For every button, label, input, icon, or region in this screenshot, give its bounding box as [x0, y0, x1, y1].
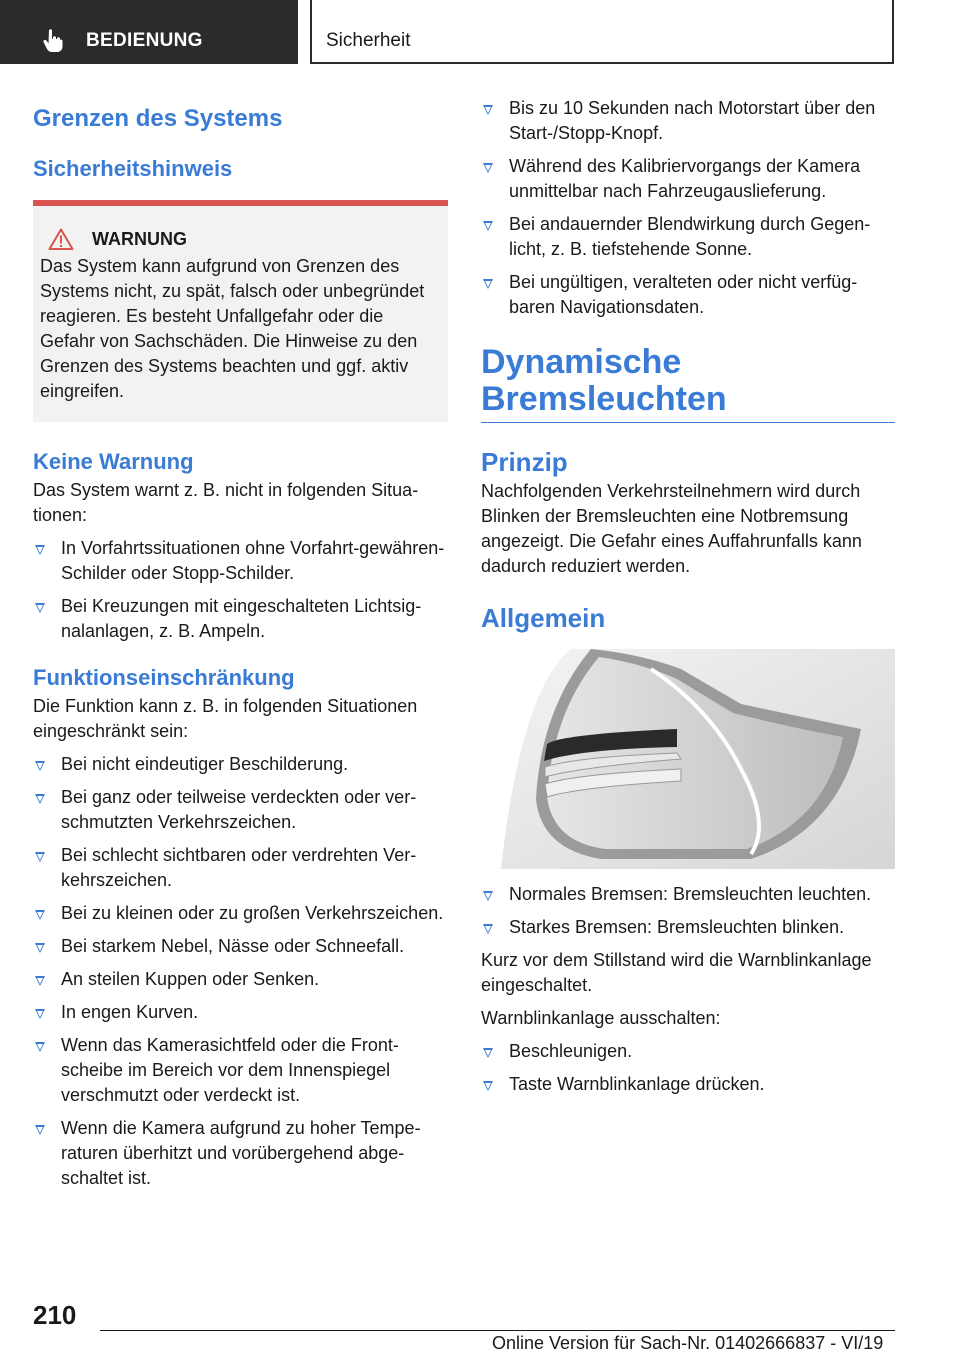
- principle-text: Nachfolgenden Verkehrsteilnehmern wird durch Blinken der Bremsleuchten eine Notbremsung angezeigt. Die Gefahr eines Auffahrunfalls kann dadurch reduziert werden.: [481, 481, 862, 576]
- topic-tab: [310, 0, 894, 64]
- limitation-list: [33, 752, 448, 1191]
- warning-triangle-icon: [48, 228, 74, 250]
- bullet-triangle-icon: [483, 1048, 493, 1058]
- hazard-off-list: [481, 1039, 895, 1097]
- list-item: Wenn die Kamera aufgrund zu hoher Temperaturen überhitzt und vorübergehend abgeschaltet ist.: [33, 1116, 448, 1191]
- section-title: Grenzen des Systems: [33, 105, 283, 132]
- bullet-triangle-icon: [483, 221, 493, 231]
- list-item: Bei zu kleinen oder zu großen Verkehrszeichen.: [33, 901, 448, 926]
- chapter-title: Dynamische Bremsleuchten: [481, 344, 895, 423]
- list-item: Bei starkem Nebel, Nässe oder Schneefall.: [33, 934, 448, 959]
- left-column: [33, 100, 448, 1191]
- list-item: Bei andauernder Blendwirkung durch Gegenlicht, z. B. tiefstehende Sonne.: [481, 212, 895, 262]
- bullet-triangle-icon: [483, 1081, 493, 1091]
- list-item: Beschleunigen.: [481, 1039, 895, 1064]
- bullet-triangle-icon: [35, 545, 45, 555]
- section-tab: [0, 0, 298, 64]
- principle-heading: Prinzip: [481, 447, 568, 477]
- list-item: Bis zu 10 Sekunden nach Motorstart über den Start-/Stopp-Knopf.: [481, 96, 895, 146]
- list-item: Normales Bremsen: Bremsleuchten leuchten.: [481, 882, 895, 907]
- bullet-triangle-icon: [483, 163, 493, 173]
- bullet-triangle-icon: [35, 603, 45, 613]
- limitation-intro: Die Funktion kann z. B. in folgenden Situationen eingeschränkt sein:: [33, 696, 418, 741]
- online-version-text: Online Version für Sach-Nr. 01402666837 - VI/19: [492, 1333, 884, 1353]
- warning-box: [33, 200, 448, 422]
- brake-light-image: [481, 649, 895, 869]
- list-item: Bei schlecht sichtbaren oder verdrehten Verkehrszeichen.: [33, 843, 448, 893]
- bullet-triangle-icon: [35, 976, 45, 986]
- bullet-triangle-icon: [483, 279, 493, 289]
- list-item: Bei nicht eindeutiger Beschilderung.: [33, 752, 448, 777]
- no-warning-intro: Das System warnt z. B. nicht in folgenden Situationen:: [33, 480, 419, 525]
- general-list: [481, 882, 895, 940]
- list-item: An steilen Kuppen oder Senken.: [33, 967, 448, 992]
- bullet-triangle-icon: [483, 105, 493, 115]
- general-heading: Allgemein: [481, 603, 606, 633]
- bullet-triangle-icon: [483, 924, 493, 934]
- limitation-list-continued: [481, 96, 895, 320]
- hand-pointer-icon: [42, 28, 64, 52]
- bullet-triangle-icon: [35, 794, 45, 804]
- topic-label: Sicherheit: [326, 30, 411, 51]
- footer-divider: [100, 1330, 895, 1331]
- list-item: Während des Kalibriervorgangs der Kamera unmittelbar nach Fahrzeugauslieferung.: [481, 154, 895, 204]
- list-item: Wenn das Kamerasichtfeld oder die Frontscheibe im Bereich vor dem Innenspiegel verschmutzt oder verdeckt ist.: [33, 1033, 448, 1108]
- list-item: Bei ungültigen, veralteten oder nicht verfügbaren Navigationsdaten.: [481, 270, 895, 320]
- list-item: In engen Kurven.: [33, 1000, 448, 1025]
- section-label: BEDIENUNG: [86, 30, 203, 51]
- bullet-triangle-icon: [35, 1042, 45, 1052]
- limitation-heading: Funktionseinschränkung: [33, 665, 295, 690]
- bullet-triangle-icon: [35, 1009, 45, 1019]
- hazard-off-text: Warnblinkanlage ausschalten:: [481, 1008, 721, 1028]
- no-warning-list: [33, 536, 448, 644]
- page-number: 210: [33, 1300, 77, 1330]
- list-item: In Vorfahrtssituationen ohne Vorfahrt-gewähren-Schilder oder Stopp-Schilder.: [33, 536, 448, 586]
- bullet-triangle-icon: [483, 891, 493, 901]
- warning-text: Das System kann aufgrund von Grenzen des Systems nicht, zu spät, falsch oder unbegründet reagieren. Es besteht Unfallgefahr oder die Gefahr von Sachschäden. Die Hinweise zu den Grenzen des Systems beachten und ggf. aktiv eingreifen.: [40, 256, 425, 401]
- right-column: [481, 96, 895, 1097]
- warning-label: WARNUNG: [92, 228, 187, 249]
- bullet-triangle-icon: [35, 852, 45, 862]
- list-item: Bei Kreuzungen mit eingeschalteten Lichtsignalanlagen, z. B. Ampeln.: [33, 594, 448, 644]
- bullet-triangle-icon: [35, 1125, 45, 1135]
- standstill-text: Kurz vor dem Stillstand wird die Warnblinkanlage eingeschaltet.: [481, 950, 872, 995]
- safety-subtitle: Sicherheitshinweis: [33, 156, 233, 181]
- bullet-triangle-icon: [35, 943, 45, 953]
- list-item: Starkes Bremsen: Bremsleuchten blinken.: [481, 915, 895, 940]
- no-warning-heading: Keine Warnung: [33, 449, 194, 474]
- bullet-triangle-icon: [35, 761, 45, 771]
- list-item: Taste Warnblinkanlage drücken.: [481, 1072, 895, 1097]
- list-item: Bei ganz oder teilweise verdeckten oder verschmutzten Verkehrszeichen.: [33, 785, 448, 835]
- bullet-triangle-icon: [35, 910, 45, 920]
